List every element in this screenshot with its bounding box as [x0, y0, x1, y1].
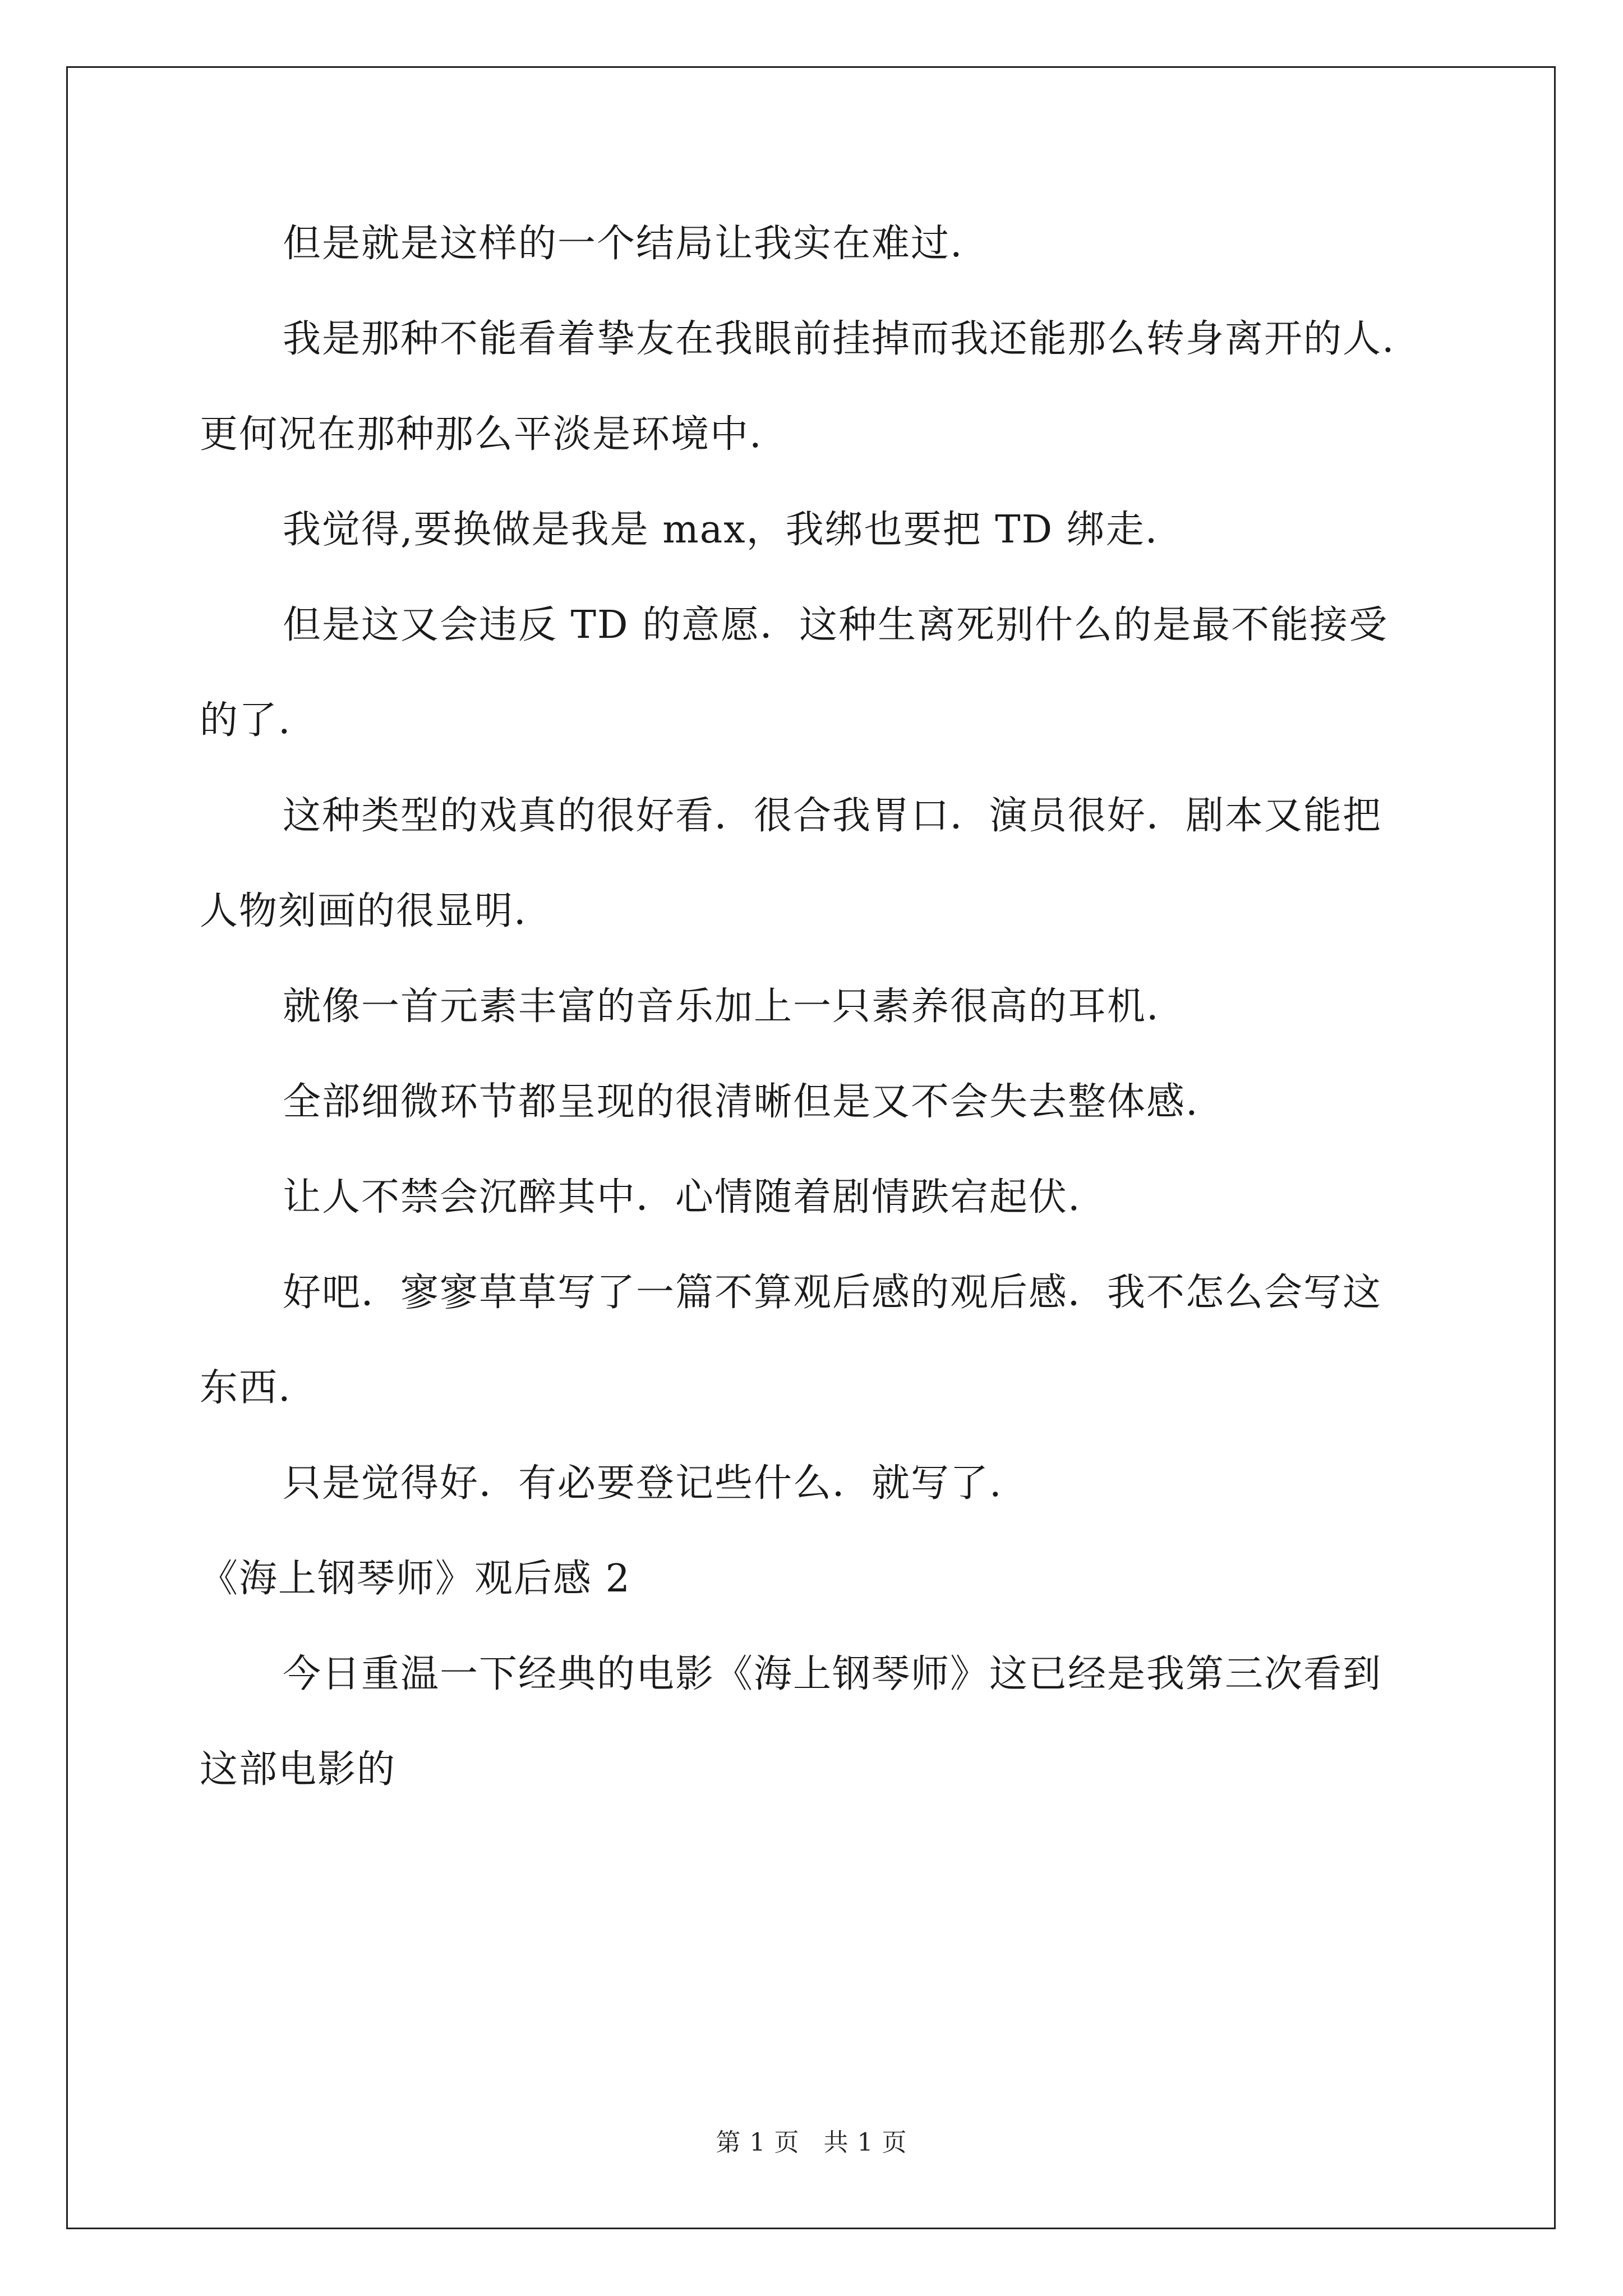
- paragraph-line: 这部电影的: [200, 1747, 396, 1792]
- paragraph-line: 更何况在那种那么平淡是环境中.: [200, 412, 763, 457]
- paragraph-line: 我觉得,要换做是我是 max，我绑也要把 TD 绑走.: [283, 508, 1159, 552]
- paragraph-line: 好吧．寥寥草草写了一篇不算观后感的观后感．我不怎么会写这: [283, 1271, 1382, 1315]
- paragraph-line: 今日重温一下经典的电影《海上钢琴师》这已经是我第三次看到: [283, 1652, 1382, 1696]
- paragraph-line: 但是这又会违反 TD 的意愿．这种生离死别什么的是最不能接受: [283, 603, 1389, 647]
- paragraph-line: 东西.: [200, 1366, 292, 1410]
- paragraph-line: 但是就是这样的一个结局让我实在难过.: [283, 222, 963, 266]
- paragraph-line: 这种类型的戏真的很好看．很合我胃口．演员很好．剧本又能把: [283, 794, 1382, 838]
- paragraph-line: 只是觉得好．有必要登记些什么．就写了.: [283, 1461, 1003, 1506]
- page-total: 共 1 页: [823, 2128, 907, 2157]
- page-footer: [0, 2127, 1623, 2159]
- section-heading: 《海上钢琴师》观后感 2: [200, 1557, 631, 1601]
- paragraph-line: 就像一首元素丰富的音乐加上一只素养很高的耳机.: [283, 984, 1160, 1029]
- paragraph-line: 全部细微环节都呈现的很清晰但是又不会失去整体感.: [283, 1080, 1199, 1124]
- paragraph-line: 人物刻画的很显明.: [200, 889, 527, 933]
- paragraph-line: 让人不禁会沉醉其中．心情随着剧情跌宕起伏.: [283, 1175, 1081, 1220]
- paragraph-line: 我是那种不能看着挚友在我眼前挂掉而我还能那么转身离开的人.: [283, 317, 1395, 361]
- page-border: [66, 66, 1556, 2229]
- paragraph-line: 的了.: [200, 698, 292, 743]
- page-number: 第 1 页: [716, 2128, 800, 2157]
